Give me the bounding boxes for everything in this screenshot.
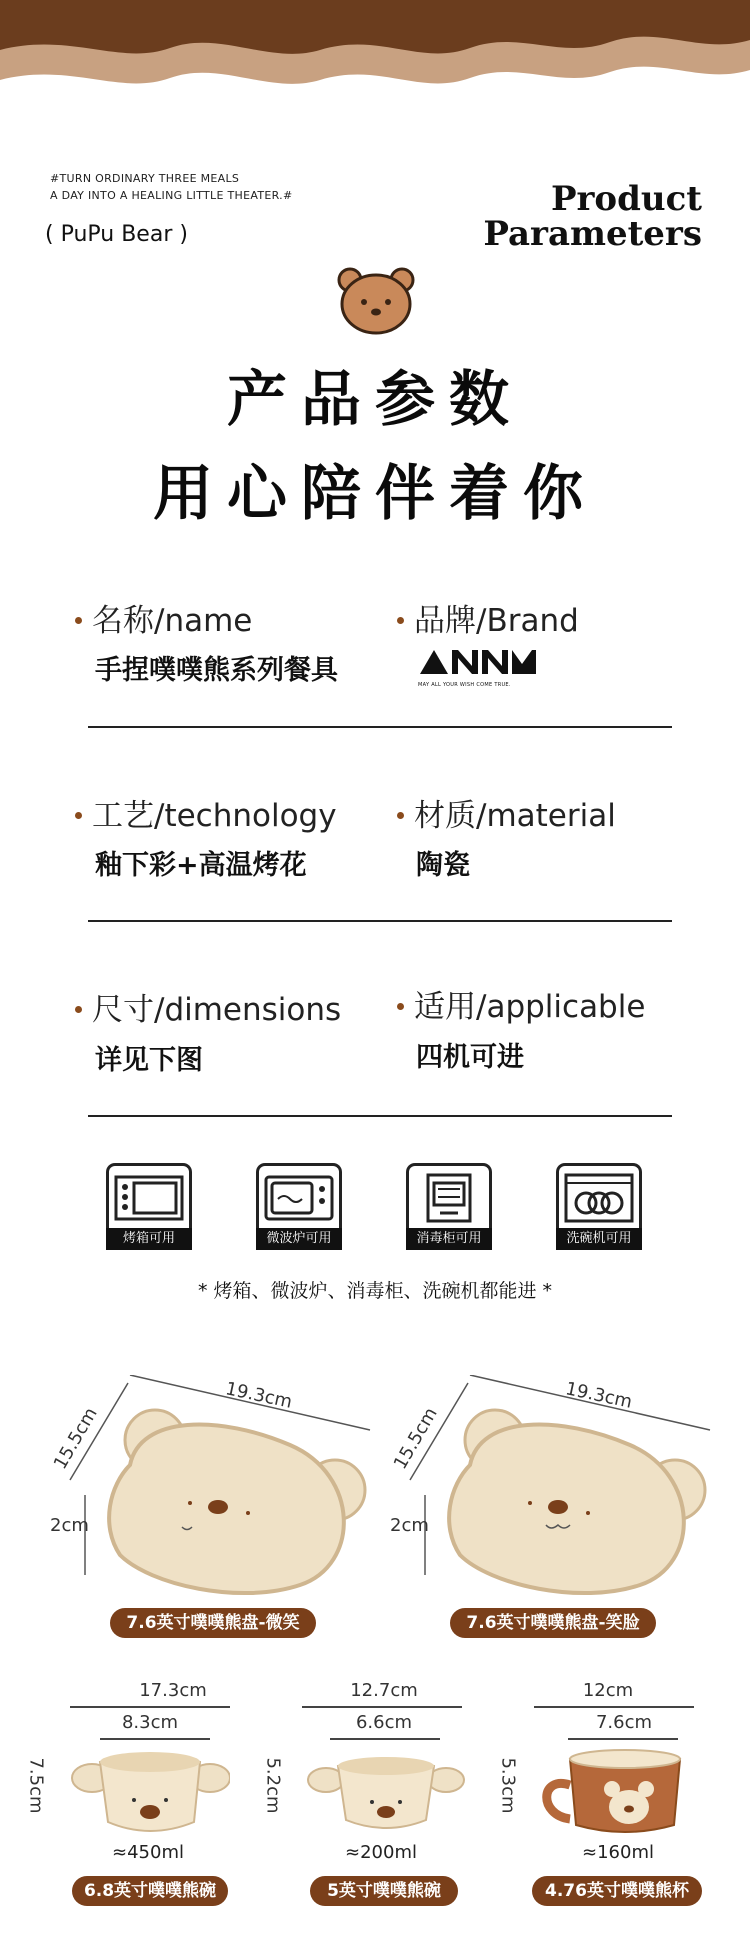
bear-face-icon (336, 266, 416, 336)
dimension-line (302, 1706, 462, 1708)
appliance-label: 洗碗机可用 (556, 1228, 642, 1250)
bowl-2-name: 5英寸噗噗熊碗 (310, 1876, 458, 1906)
plate-1-width: 19.3cm (223, 1378, 294, 1413)
dimension-line (568, 1738, 678, 1740)
title-line-1: Product (550, 179, 702, 219)
plate-2-width: 19.3cm (563, 1378, 634, 1413)
sterilizer-icon (406, 1163, 492, 1228)
brand-tagline: MAY ALL YOUR WISH COME TRUE. (418, 682, 511, 688)
plate-2-depth: 15.5cm (389, 1404, 442, 1473)
bowl-1-height: 7.5cm (25, 1757, 47, 1814)
bowl-2-illustration (306, 1750, 466, 1842)
divider (88, 920, 672, 922)
plate-1-depth: 15.5cm (49, 1404, 102, 1473)
dimension-line (330, 1738, 440, 1740)
appliance-sterilizer (406, 1163, 490, 1250)
oven-icon (106, 1163, 192, 1228)
bowl-2-height: 5.2cm (262, 1757, 284, 1814)
slogan-line-2: A DAY INTO A HEALING LITTLE THEATER.# (50, 189, 293, 202)
param-technology-label: 工艺/technology (75, 790, 337, 835)
cup-outer: 12cm (582, 1680, 634, 1701)
dimension-line (70, 1706, 230, 1708)
dimension-line (534, 1706, 694, 1708)
bowl-1-volume: ≈450ml (112, 1842, 184, 1863)
headline-line-2: 用心陪伴着你 (153, 459, 597, 529)
dishwasher-icon (556, 1163, 642, 1228)
dimension-line (100, 1738, 210, 1740)
appliance-microwave (256, 1163, 340, 1250)
cup-name: 4.76英寸噗噗熊杯 (532, 1876, 702, 1906)
param-applicable-value: 四机可进 (416, 1042, 524, 1073)
param-applicable-label: 适用/applicable (397, 981, 645, 1026)
bowl-1-outer: 17.3cm (139, 1680, 207, 1701)
top-wave-decoration (0, 0, 750, 110)
bowl-2-outer: 12.7cm (350, 1680, 418, 1701)
bowl-1-inner: 8.3cm (121, 1712, 179, 1733)
slogan (50, 170, 292, 204)
appliance-label: 烤箱可用 (106, 1228, 192, 1250)
plate-1-height: 2cm (50, 1515, 89, 1536)
appliance-label: 消毒柜可用 (406, 1228, 492, 1250)
param-dimensions-value: 详见下图 (95, 1045, 203, 1076)
appliance-note: * 烤箱、微波炉、消毒柜、洗碗机都能进 * (197, 1280, 553, 1302)
bowl-1-illustration (70, 1742, 230, 1842)
bowl-2-volume: ≈200ml (345, 1842, 417, 1863)
appliance-oven (106, 1163, 190, 1250)
plate-2-name: 7.6英寸噗噗熊盘-笑脸 (450, 1608, 656, 1638)
param-brand-label: 品牌/Brand (397, 595, 579, 640)
plate-1-name: 7.6英寸噗噗熊盘-微笑 (110, 1608, 316, 1638)
slogan-line-1: #TURN ORDINARY THREE MEALS (50, 172, 240, 185)
appliance-label: 微波炉可用 (256, 1228, 342, 1250)
appliance-dishwasher (556, 1163, 640, 1250)
param-material-value: 陶瓷 (416, 850, 470, 881)
param-dimensions-label: 尺寸/dimensions (75, 984, 341, 1029)
page-title (483, 179, 702, 254)
plate-2-height: 2cm (390, 1515, 429, 1536)
microwave-icon (256, 1163, 342, 1228)
cup-volume: ≈160ml (582, 1842, 654, 1863)
param-technology-value: 釉下彩+高温烤花 (95, 850, 307, 881)
cup-illustration (530, 1745, 700, 1840)
param-name-label: 名称/name (75, 595, 252, 640)
bowl-1-name: 6.8英寸噗噗熊碗 (72, 1876, 228, 1906)
cup-inner: 7.6cm (595, 1712, 653, 1733)
headline-line-1: 产品参数 (227, 365, 523, 435)
brand-logo (418, 648, 538, 688)
brand-subtitle: ( PuPu Bear ) (45, 222, 188, 247)
annm-logo-mark (418, 648, 538, 676)
divider (88, 1115, 672, 1117)
param-material-label: 材质/material (397, 790, 616, 835)
cup-height: 5.3cm (497, 1757, 519, 1814)
divider (88, 726, 672, 728)
param-name-value: 手捏噗噗熊系列餐具 (95, 655, 338, 686)
bowl-2-inner: 6.6cm (355, 1712, 413, 1733)
title-line-2: Parameters (483, 214, 702, 254)
